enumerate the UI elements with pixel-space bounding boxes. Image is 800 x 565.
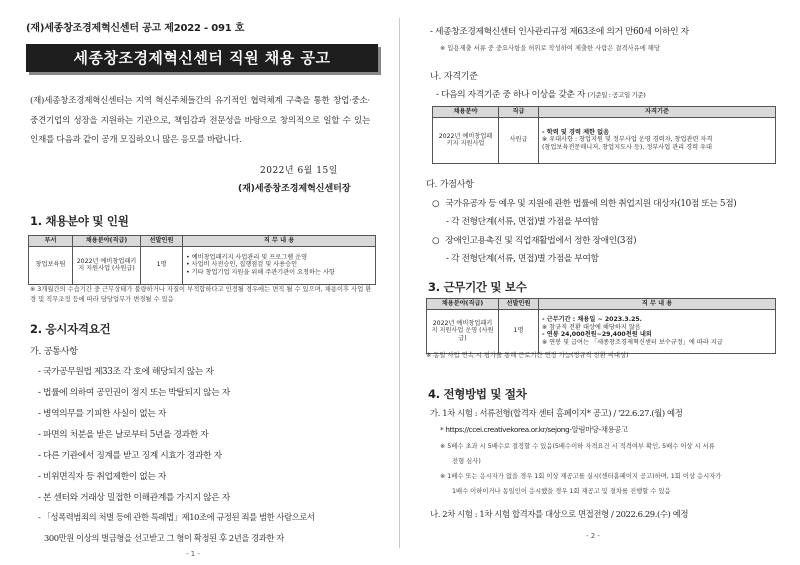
table-header-row xyxy=(433,107,776,118)
list-item: - 법률에 의하여 공민권이 정지 또는 박탈되지 않는 자 xyxy=(38,388,230,398)
condition-line: - 연봉 24,000천원~29,400천원 내외 xyxy=(542,331,652,339)
criteria-line: - 학력 및 경력 제한 없음 xyxy=(542,128,610,136)
bonus-item-text: 장애인고용촉진 및 직업재활법에서 정한 장애인(3점) xyxy=(445,236,637,246)
subheading-bonus: 다. 가점사항 xyxy=(426,180,474,190)
table-header: 선발인원 xyxy=(141,236,183,247)
page-number: - 2 - xyxy=(586,532,600,540)
notice-number: (재)세종창조경제혁신센터 공고 제2022 - 091 호 xyxy=(26,23,245,34)
table-row xyxy=(433,117,776,163)
table-header: 직 무 내 용 xyxy=(539,299,776,310)
step-1-note: ※ 1배수 또는 응시자가 없을 경우 1회 이상 재공고를 실시(센터홈페이지 공고)하며, 1회 이상 응시자가 xyxy=(440,473,722,480)
table-cell: 2022년 예비창업패키지 지원사업 (사원급) xyxy=(73,246,141,284)
list-item: 300만원 이상의 벌금형을 선고받고 그 형이 확정된 후 2년을 경과한 자 xyxy=(44,533,284,543)
list-item: - 세종창조경제혁신센터 인사관리규정 제63조에 의거 만60세 이하인 자 xyxy=(430,27,689,37)
table-header: 직급 xyxy=(499,107,539,118)
table-header-row xyxy=(29,236,376,247)
table-header-row xyxy=(427,299,776,310)
criteria-line: ※ 우대사항 : 창업지원 및 정부사업 운영 경력자, 창업관련 자격 xyxy=(542,136,713,144)
section-3-heading: 3. 근무기간 및 보수 xyxy=(428,280,527,294)
table-header: 선발인원 xyxy=(499,299,539,310)
duty-line: • 사업비 사전승인, 집행점검 및 사용승인 xyxy=(186,261,298,269)
duty-line: • 기타 창업기업 지원을 위해 주관기관이 요청하는 사항 xyxy=(186,268,335,276)
notice-date: 2022년 6월 15일 xyxy=(260,166,338,176)
page-number: - 1 - xyxy=(186,550,200,558)
intro-paragraph: (재)세종창조경제혁신센터는 지역 혁신주체들간의 유기적인 협력체계 구축을 통한 창업·중소·중견기업의 성장을 지원하는 기관으로, 책임감과 전문성을 바탕으로 창의적으로 일할 수 있는 인재를 다음과 같이 공개 모집하오니 많은 응모를 바랍니다. xyxy=(30,96,370,145)
signer: (재)세종창조경제혁신센터장 xyxy=(238,184,351,194)
table-cell-conditions xyxy=(539,309,776,353)
table-header: 채용분야(직급) xyxy=(73,236,141,247)
step-1-note: 전형 심사) xyxy=(452,458,481,465)
note: ※ 입용제출 서류 중 중요사항을 허위로 작성하여 제출한 사람은 결격사유에 해당 xyxy=(440,45,660,52)
list-item: - 비위면직자 등 취업제한이 없는 자 xyxy=(38,472,166,482)
list-item xyxy=(436,87,645,100)
table-note: ※ 3개월간의 수습기간 중 근무상태가 불량하거나 자질이 부적합하다고 인정될 경우에는 면직 될 수 있으며, 채용이후 사업 환경 및 직무조정 등에 따라 담당업무가 변경될 수 있음 xyxy=(30,286,372,303)
qualification-table xyxy=(432,106,776,164)
circle-bullet-icon: ○ xyxy=(432,236,440,246)
list-item: - 본 센터와 거래상 밀접한 이해관계를 가지지 않은 자 xyxy=(38,493,230,503)
table-row xyxy=(427,309,776,353)
condition-line: - 근무기간 : 채용일 ~ 2023.3.25. xyxy=(542,315,643,323)
table-row xyxy=(29,246,376,284)
salary-table xyxy=(426,298,776,354)
step-1-note: 1배수 이하이거나 동일인이 응시했을 경우 1회 재공고 및 절차를 진행할 수 있음 xyxy=(452,488,671,495)
qualification-text: - 다음의 자격기준 중 하나 이상을 갖춘 자 xyxy=(436,90,585,100)
list-item xyxy=(432,196,736,209)
list-item: - 「성폭력범죄의 처벌 등에 관한 특례법」제10조에 규정된 죄를 범한 사람으로서 xyxy=(38,512,315,522)
list-item xyxy=(432,233,636,246)
section-4-heading: 4. 전형방법 및 절차 xyxy=(428,387,527,401)
list-item: - 각 전형단계(서류, 면접)별 가점을 부여함 xyxy=(446,254,599,264)
circle-bullet-icon: ○ xyxy=(432,199,440,209)
table-header: 채용분야(직급) xyxy=(427,299,499,310)
condition-line: ※ 참규직 전환 대상에 해당하지 않음 xyxy=(542,323,641,331)
step-1-note: ※ 5배수 초과 시 5배수로 결정할 수 있음(5배수이하 자격요건 시 적격여부 확인, 5배수 이상 시 서류 xyxy=(440,443,715,450)
table-cell: 2022년 예비창업패키지 지원사업 xyxy=(433,117,499,163)
step-2: 나. 2차 시험 : 1차 시험 합격자를 대상으로 면접전형 / 2022.6.29.(수) 예정 xyxy=(430,509,689,519)
table-header: 직 무 내 용 xyxy=(183,236,376,247)
table-cell: 1명 xyxy=(141,246,183,284)
page-title: 세종창조경제혁신센터 직원 채용 공고 xyxy=(26,44,378,72)
recruitment-url: * https://ccei.creativekorea.or.kr/sejong-알림마당-채용공고 xyxy=(440,425,628,434)
condition-line: ※ 연봉 및 급여는 「세종창조경제혁신센터 보수규정」에 따라 지급 xyxy=(542,338,723,346)
qualification-basis: (기준일 : 공고일 기준) xyxy=(587,91,646,99)
bonus-item-text: 국가유공자 등 예우 및 지원에 관한 법률에 의한 취업지원 대상자(10점 또는 5점) xyxy=(445,199,737,209)
page-2 xyxy=(400,0,800,565)
list-item: - 병역의무를 기피한 사실이 없는 자 xyxy=(38,409,166,419)
list-item: - 다른 기관에서 징계를 받고 징계 시효가 경과한 자 xyxy=(38,451,222,461)
step-1: 가. 1차 시험 : 서류전형(합격자 센터 홈페이지* 공고) / '22.6.27.(월) 예정 xyxy=(430,408,683,418)
subheading-qualification: 나. 자격기준 xyxy=(430,72,478,82)
table-cell: 창업보육팀 xyxy=(29,246,73,284)
salary-note: ※ 동일 사업 연속 시 평가를 통해 근로기간 연장 가능(정규직 전환 비대상) xyxy=(426,352,629,359)
subheading-common: 가. 공통사항 xyxy=(30,347,78,357)
recruitment-table xyxy=(28,235,376,285)
table-cell: 2022년 예비창업패키지 지원사업 운영 (사원급) xyxy=(427,309,499,353)
table-cell-criteria xyxy=(539,117,776,163)
section-2-heading: 2. 응시자격요건 xyxy=(30,322,111,336)
list-item: - 국가공무원법 제33조 각 호에 해당되지 않는 자 xyxy=(38,367,214,377)
list-item: - 각 전형단계(서류, 면접)별 가점을 부여함 xyxy=(446,217,599,227)
duty-line: • 예비창업패키지 사업관리 및 프로그램 운영 xyxy=(186,253,308,261)
section-1-heading: 1. 채용분야 및 인원 xyxy=(30,214,129,228)
table-header: 채용분야 xyxy=(433,107,499,118)
table-cell: 1명 xyxy=(499,309,539,353)
table-cell: 사원급 xyxy=(499,117,539,163)
list-item: - 파면의 처분을 받은 날로부터 5년을 경과한 자 xyxy=(38,430,209,440)
table-header: 부서 xyxy=(29,236,73,247)
table-header: 자격기준 xyxy=(539,107,776,118)
criteria-line: (창업보육전문매니저, 창업지도사 등), 정부사업 관리 경력 우대 xyxy=(542,143,712,151)
table-cell-duties xyxy=(183,246,376,284)
